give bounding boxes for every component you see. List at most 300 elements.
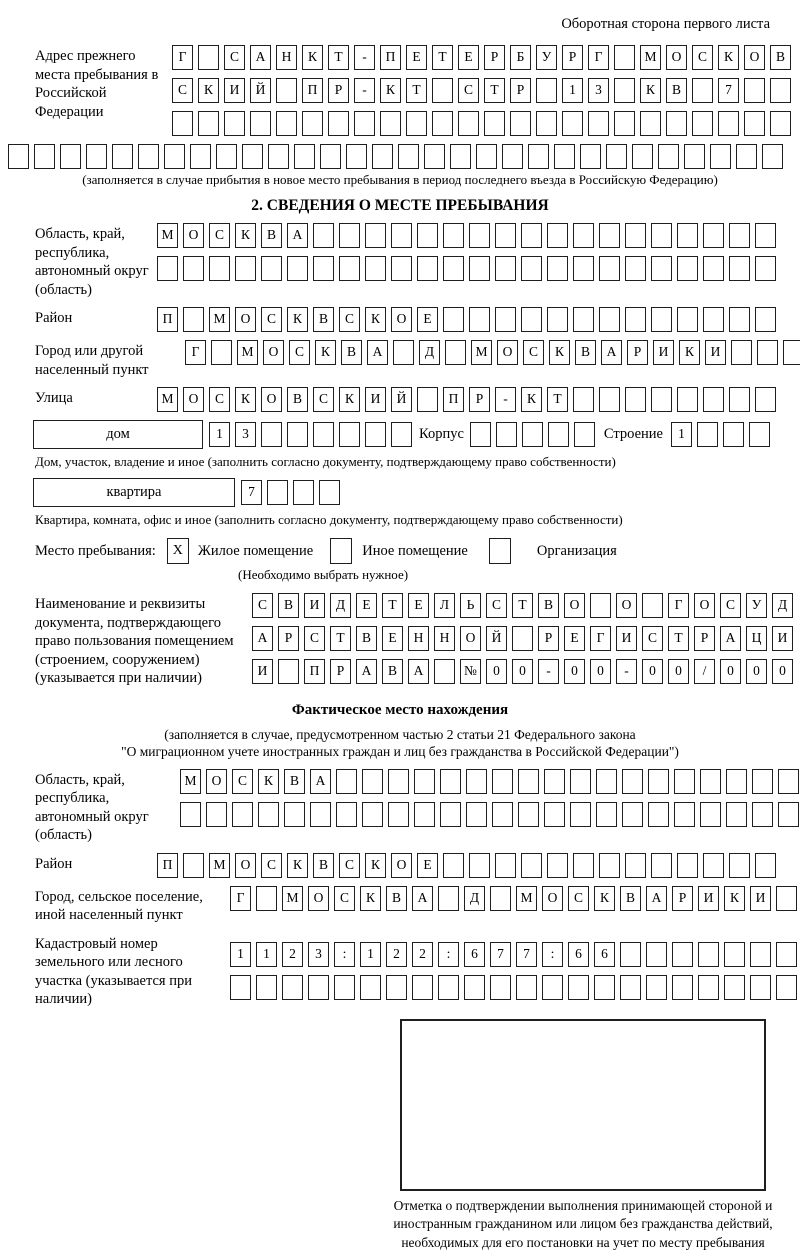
char-cell[interactable]: 7 [516,942,537,967]
char-cell[interactable] [164,144,185,169]
char-cell[interactable] [242,144,263,169]
char-cell[interactable] [580,144,601,169]
char-cell[interactable]: 7 [718,78,739,103]
char-cell[interactable] [276,78,297,103]
char-cell[interactable]: А [287,223,308,248]
char-cell[interactable] [547,853,568,878]
char-cell[interactable]: П [157,853,178,878]
char-cell[interactable]: Е [406,45,427,70]
char-cell[interactable]: В [575,340,596,365]
char-cell[interactable] [282,975,303,1000]
char-cell[interactable] [313,256,334,281]
char-cell[interactable]: С [339,307,360,332]
char-cell[interactable] [620,975,641,1000]
checkbox-zhiloe[interactable]: X [167,538,189,564]
char-cell[interactable]: Р [562,45,583,70]
char-cell[interactable] [183,256,204,281]
char-cell[interactable]: К [724,886,745,911]
char-cell[interactable] [495,853,516,878]
char-cell[interactable] [495,223,516,248]
char-cell[interactable]: И [304,593,325,618]
char-cell[interactable]: Д [772,593,793,618]
char-cell[interactable]: П [304,659,325,684]
char-cell[interactable] [750,975,771,1000]
char-cell[interactable]: 6 [594,942,615,967]
char-cell[interactable] [648,769,669,794]
char-cell[interactable] [512,626,533,651]
char-cell[interactable] [172,111,193,136]
char-cell[interactable]: Т [547,387,568,412]
char-cell[interactable] [406,111,427,136]
char-cell[interactable] [562,111,583,136]
char-cell[interactable]: И [224,78,245,103]
char-cell[interactable] [599,307,620,332]
char-cell[interactable] [521,853,542,878]
char-cell[interactable]: А [412,886,433,911]
char-cell[interactable]: К [315,340,336,365]
char-cell[interactable]: И [750,886,771,911]
char-cell[interactable] [339,256,360,281]
char-cell[interactable]: И [653,340,674,365]
char-cell[interactable]: Р [330,659,351,684]
char-cell[interactable]: Й [486,626,507,651]
char-cell[interactable]: Б [510,45,531,70]
char-cell[interactable]: : [334,942,355,967]
char-cell[interactable]: 2 [282,942,303,967]
char-cell[interactable] [432,78,453,103]
char-cell[interactable] [614,78,635,103]
char-cell[interactable] [183,307,204,332]
char-cell[interactable] [380,111,401,136]
char-cell[interactable]: И [705,340,726,365]
char-cell[interactable] [606,144,627,169]
char-cell[interactable] [672,975,693,1000]
char-cell[interactable] [302,111,323,136]
char-cell[interactable]: 3 [308,942,329,967]
char-cell[interactable] [594,975,615,1000]
char-cell[interactable]: Р [672,886,693,911]
char-cell[interactable] [267,480,288,505]
char-cell[interactable]: Н [276,45,297,70]
kvartira-type-box[interactable]: квартира [33,478,235,507]
char-cell[interactable]: С [458,78,479,103]
char-cell[interactable]: Е [417,853,438,878]
char-cell[interactable]: 3 [588,78,609,103]
char-cell[interactable]: И [698,886,719,911]
char-cell[interactable]: П [443,387,464,412]
char-cell[interactable] [360,975,381,1000]
char-cell[interactable] [651,256,672,281]
char-cell[interactable]: 0 [486,659,507,684]
char-cell[interactable]: У [746,593,767,618]
char-cell[interactable] [521,256,542,281]
char-cell[interactable] [443,256,464,281]
char-cell[interactable]: 6 [568,942,589,967]
char-cell[interactable]: К [235,387,256,412]
char-cell[interactable]: 1 [562,78,583,103]
char-cell[interactable]: Г [230,886,251,911]
char-cell[interactable]: О [391,307,412,332]
char-cell[interactable] [762,144,783,169]
char-cell[interactable] [590,593,611,618]
char-cell[interactable]: Е [417,307,438,332]
char-cell[interactable] [417,256,438,281]
char-cell[interactable]: В [666,78,687,103]
char-cell[interactable]: К [365,307,386,332]
char-cell[interactable]: К [198,78,219,103]
char-cell[interactable]: 7 [241,480,262,505]
char-cell[interactable]: М [282,886,303,911]
char-cell[interactable]: Т [668,626,689,651]
char-cell[interactable]: Т [382,593,403,618]
char-cell[interactable]: М [237,340,258,365]
char-cell[interactable]: О [183,387,204,412]
char-cell[interactable]: С [486,593,507,618]
char-cell[interactable]: В [261,223,282,248]
char-cell[interactable]: О [261,387,282,412]
char-cell[interactable] [544,802,565,827]
char-cell[interactable] [729,853,750,878]
char-cell[interactable]: Д [464,886,485,911]
checkbox-organizaciya[interactable] [489,538,511,564]
char-cell[interactable] [469,853,490,878]
char-cell[interactable]: О [183,223,204,248]
char-cell[interactable] [492,769,513,794]
char-cell[interactable] [388,769,409,794]
char-cell[interactable] [450,144,471,169]
char-cell[interactable]: № [460,659,481,684]
char-cell[interactable]: М [157,387,178,412]
char-cell[interactable] [755,223,776,248]
char-cell[interactable]: 0 [564,659,585,684]
char-cell[interactable] [752,769,773,794]
char-cell[interactable]: К [287,307,308,332]
char-cell[interactable]: О [616,593,637,618]
char-cell[interactable] [496,422,517,447]
char-cell[interactable] [625,223,646,248]
char-cell[interactable] [536,78,557,103]
char-cell[interactable]: С [289,340,310,365]
char-cell[interactable]: 0 [746,659,767,684]
char-cell[interactable]: Т [432,45,453,70]
char-cell[interactable]: О [542,886,563,911]
char-cell[interactable] [354,111,375,136]
char-cell[interactable]: О [564,593,585,618]
char-cell[interactable]: 6 [464,942,485,967]
char-cell[interactable]: Е [382,626,403,651]
char-cell[interactable]: М [180,769,201,794]
char-cell[interactable] [573,307,594,332]
char-cell[interactable]: 0 [720,659,741,684]
char-cell[interactable] [362,769,383,794]
char-cell[interactable] [622,802,643,827]
char-cell[interactable] [651,307,672,332]
char-cell[interactable]: Г [590,626,611,651]
char-cell[interactable] [388,802,409,827]
char-cell[interactable]: П [302,78,323,103]
char-cell[interactable]: А [367,340,388,365]
char-cell[interactable]: М [516,886,537,911]
char-cell[interactable] [469,307,490,332]
char-cell[interactable]: О [235,307,256,332]
char-cell[interactable] [391,256,412,281]
char-cell[interactable] [547,256,568,281]
char-cell[interactable] [458,111,479,136]
char-cell[interactable] [744,111,765,136]
char-cell[interactable]: К [521,387,542,412]
char-cell[interactable] [206,802,227,827]
char-cell[interactable]: Г [185,340,206,365]
char-cell[interactable]: В [287,387,308,412]
char-cell[interactable]: Ь [460,593,481,618]
char-cell[interactable]: - [538,659,559,684]
char-cell[interactable] [417,387,438,412]
char-cell[interactable] [346,144,367,169]
char-cell[interactable] [440,802,461,827]
char-cell[interactable] [521,223,542,248]
char-cell[interactable]: С [692,45,713,70]
char-cell[interactable]: В [620,886,641,911]
char-cell[interactable] [518,802,539,827]
char-cell[interactable]: Н [434,626,455,651]
char-cell[interactable]: Н [408,626,429,651]
char-cell[interactable] [755,307,776,332]
char-cell[interactable] [544,769,565,794]
char-cell[interactable] [294,144,315,169]
char-cell[interactable] [393,340,414,365]
char-cell[interactable] [625,387,646,412]
char-cell[interactable] [445,340,466,365]
char-cell[interactable] [235,256,256,281]
char-cell[interactable]: Р [328,78,349,103]
char-cell[interactable] [372,144,393,169]
char-cell[interactable] [625,256,646,281]
char-cell[interactable] [752,802,773,827]
char-cell[interactable] [198,111,219,136]
char-cell[interactable] [536,111,557,136]
char-cell[interactable] [570,802,591,827]
char-cell[interactable]: А [720,626,741,651]
char-cell[interactable]: О [694,593,715,618]
checkbox-inoe[interactable] [330,538,352,564]
char-cell[interactable]: С [261,307,282,332]
char-cell[interactable]: К [302,45,323,70]
char-cell[interactable]: Т [484,78,505,103]
char-cell[interactable] [336,802,357,827]
char-cell[interactable]: К [594,886,615,911]
char-cell[interactable] [490,886,511,911]
char-cell[interactable]: Й [391,387,412,412]
char-cell[interactable]: М [209,853,230,878]
char-cell[interactable]: К [679,340,700,365]
char-cell[interactable] [319,480,340,505]
char-cell[interactable] [677,853,698,878]
char-cell[interactable]: Й [250,78,271,103]
char-cell[interactable]: О [460,626,481,651]
char-cell[interactable] [287,422,308,447]
char-cell[interactable]: Л [434,593,455,618]
char-cell[interactable]: - [354,45,375,70]
char-cell[interactable] [365,422,386,447]
char-cell[interactable]: Т [512,593,533,618]
char-cell[interactable] [432,111,453,136]
char-cell[interactable] [596,769,617,794]
char-cell[interactable]: 0 [512,659,533,684]
char-cell[interactable] [574,422,595,447]
dom-type-box[interactable]: дом [33,420,203,449]
char-cell[interactable] [599,853,620,878]
char-cell[interactable] [261,256,282,281]
char-cell[interactable]: К [258,769,279,794]
char-cell[interactable]: К [640,78,661,103]
char-cell[interactable] [646,975,667,1000]
char-cell[interactable] [528,144,549,169]
char-cell[interactable] [440,769,461,794]
char-cell[interactable]: М [157,223,178,248]
char-cell[interactable] [614,45,635,70]
char-cell[interactable]: С [313,387,334,412]
char-cell[interactable] [362,802,383,827]
char-cell[interactable] [466,769,487,794]
char-cell[interactable] [651,853,672,878]
char-cell[interactable]: Р [469,387,490,412]
char-cell[interactable] [776,975,797,1000]
char-cell[interactable] [568,975,589,1000]
char-cell[interactable]: 1 [671,422,692,447]
char-cell[interactable]: И [365,387,386,412]
char-cell[interactable] [276,111,297,136]
char-cell[interactable] [490,975,511,1000]
char-cell[interactable] [521,307,542,332]
char-cell[interactable] [778,802,799,827]
char-cell[interactable] [640,111,661,136]
char-cell[interactable]: : [542,942,563,967]
char-cell[interactable]: К [549,340,570,365]
char-cell[interactable] [434,659,455,684]
char-cell[interactable] [443,853,464,878]
char-cell[interactable]: С [172,78,193,103]
char-cell[interactable]: 0 [642,659,663,684]
char-cell[interactable]: С [568,886,589,911]
char-cell[interactable]: Р [278,626,299,651]
char-cell[interactable] [573,223,594,248]
char-cell[interactable] [684,144,705,169]
char-cell[interactable] [599,223,620,248]
char-cell[interactable]: А [356,659,377,684]
char-cell[interactable] [412,975,433,1000]
char-cell[interactable] [470,422,491,447]
char-cell[interactable] [466,802,487,827]
char-cell[interactable] [542,975,563,1000]
char-cell[interactable]: Ц [746,626,767,651]
char-cell[interactable] [328,111,349,136]
char-cell[interactable] [703,307,724,332]
char-cell[interactable] [86,144,107,169]
char-cell[interactable]: М [640,45,661,70]
char-cell[interactable] [336,769,357,794]
char-cell[interactable]: Т [406,78,427,103]
char-cell[interactable] [518,769,539,794]
char-cell[interactable]: Г [172,45,193,70]
char-cell[interactable] [646,942,667,967]
char-cell[interactable]: 2 [386,942,407,967]
char-cell[interactable]: 1 [256,942,277,967]
char-cell[interactable] [293,480,314,505]
char-cell[interactable] [726,802,747,827]
char-cell[interactable]: А [408,659,429,684]
char-cell[interactable] [313,422,334,447]
char-cell[interactable] [700,802,721,827]
char-cell[interactable]: В [382,659,403,684]
char-cell[interactable]: О [497,340,518,365]
char-cell[interactable] [596,802,617,827]
char-cell[interactable] [651,387,672,412]
char-cell[interactable] [424,144,445,169]
char-cell[interactable]: И [252,659,273,684]
char-cell[interactable] [417,223,438,248]
char-cell[interactable]: - [616,659,637,684]
char-cell[interactable]: М [471,340,492,365]
char-cell[interactable]: Е [458,45,479,70]
char-cell[interactable] [692,111,713,136]
char-cell[interactable] [677,256,698,281]
char-cell[interactable] [692,78,713,103]
char-cell[interactable] [230,975,251,1000]
char-cell[interactable] [547,307,568,332]
char-cell[interactable]: С [232,769,253,794]
char-cell[interactable]: К [287,853,308,878]
char-cell[interactable] [700,769,721,794]
char-cell[interactable]: 1 [230,942,251,967]
char-cell[interactable] [573,256,594,281]
char-cell[interactable] [744,78,765,103]
char-cell[interactable] [339,223,360,248]
char-cell[interactable] [642,593,663,618]
char-cell[interactable] [648,802,669,827]
char-cell[interactable]: Р [627,340,648,365]
char-cell[interactable] [723,422,744,447]
char-cell[interactable]: Д [330,593,351,618]
char-cell[interactable]: К [360,886,381,911]
char-cell[interactable] [729,387,750,412]
char-cell[interactable] [622,769,643,794]
char-cell[interactable]: 0 [772,659,793,684]
char-cell[interactable] [224,111,245,136]
char-cell[interactable] [729,223,750,248]
char-cell[interactable]: С [339,853,360,878]
char-cell[interactable] [625,307,646,332]
char-cell[interactable] [60,144,81,169]
char-cell[interactable]: К [380,78,401,103]
char-cell[interactable]: К [339,387,360,412]
char-cell[interactable] [138,144,159,169]
char-cell[interactable] [731,340,752,365]
char-cell[interactable] [278,659,299,684]
char-cell[interactable] [261,422,282,447]
char-cell[interactable] [308,975,329,1000]
char-cell[interactable] [729,256,750,281]
char-cell[interactable]: С [334,886,355,911]
char-cell[interactable] [726,769,747,794]
char-cell[interactable]: К [718,45,739,70]
char-cell[interactable] [438,975,459,1000]
char-cell[interactable] [614,111,635,136]
char-cell[interactable] [502,144,523,169]
char-cell[interactable] [313,223,334,248]
char-cell[interactable]: 7 [490,942,511,967]
char-cell[interactable] [703,387,724,412]
char-cell[interactable]: С [252,593,273,618]
